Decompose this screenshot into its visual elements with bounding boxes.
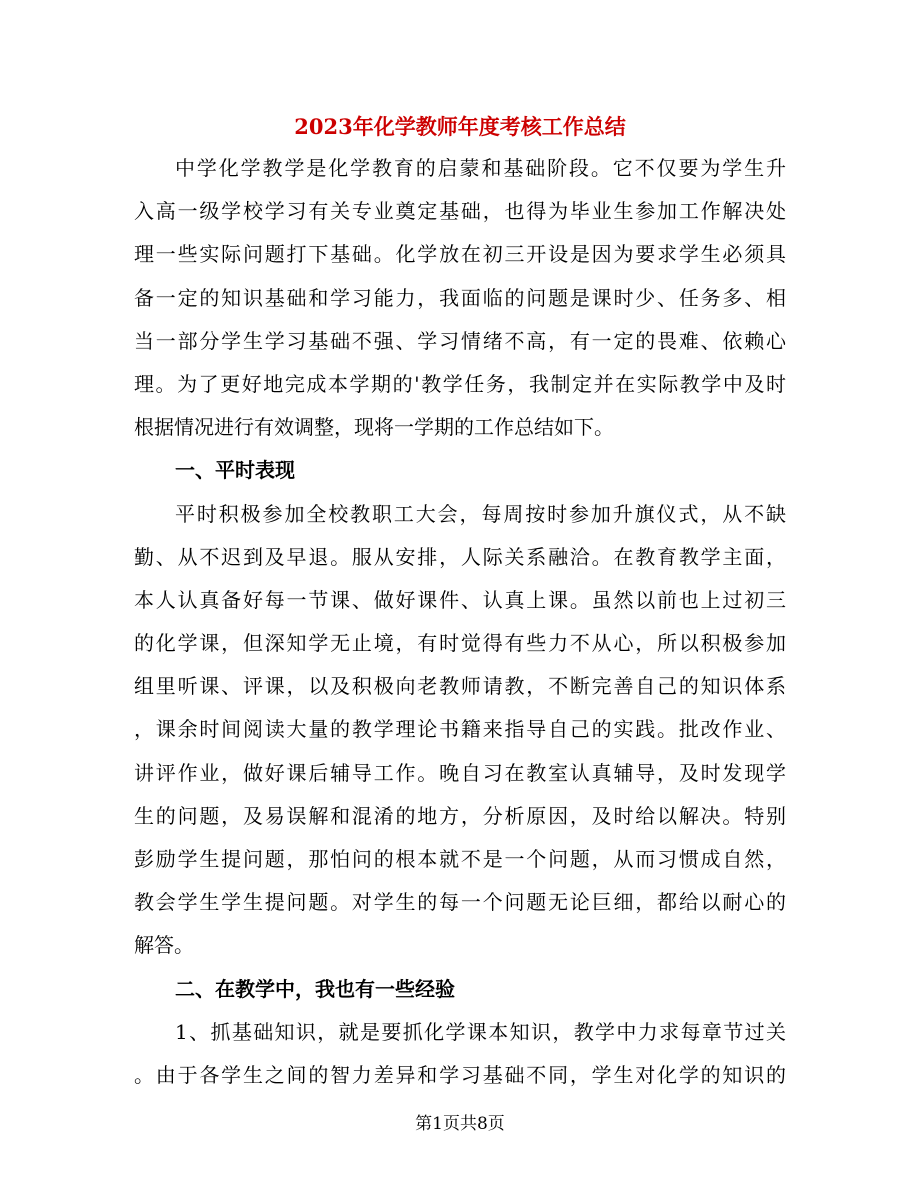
text-line: 生的问题，及易误解和混淆的地方，分析原因，及时给以解决。特别 xyxy=(134,803,786,828)
text-line: 中学化学教学是化学教育的启蒙和基础阶段。它不仅要为学生升 xyxy=(175,156,786,180)
page-footer: 第1页共8页 xyxy=(415,1114,505,1134)
text-line: 1、抓基础知识，就是要抓化学课本知识，教学中力求每章节过关 xyxy=(175,1019,786,1044)
text-line: 当一部分学生学习基础不强、学习情绪不高，有一定的畏难、依赖心 xyxy=(134,328,786,353)
text-line: 组里听课、评课，以及积极向老教师请教，不断完善自己的知识体系 xyxy=(134,674,786,699)
text-line: 根据情况进行有效调整，现将一学期的工作总结如下。 xyxy=(134,415,614,440)
text-line: 教会学生学生提问题。对学生的每一个问题无论巨细，都给以耐心的 xyxy=(134,890,786,915)
text-line: 理。为了更好地完成本学期的'教学任务，我制定并在实际教学中及时 xyxy=(134,371,786,396)
text-line: 彭励学生提问题，那怕问的根本就不是一个问题，从而习惯成自然， xyxy=(134,847,786,871)
section-heading: 二、在教学中，我也有一些经验 xyxy=(175,976,455,1001)
document-body xyxy=(134,147,786,1097)
text-line: 平时积极参加全校教职工大会，每周按时参加升旗仪式，从不缺 xyxy=(175,501,786,526)
text-line: 讲评作业，做好课后辅导工作。晚自习在教室认真辅导，及时发现学 xyxy=(134,760,786,785)
text-line: 入高一级学校学习有关专业奠定基础，也得为毕业生参加工作解决处 xyxy=(134,199,786,224)
text-line: ，课余时间阅读大量的教学理论书籍来指导自己的实践。批改作业、 xyxy=(134,717,786,742)
text-line: 勤、从不迟到及早退。服从安排，人际关系融洽。在教育教学主面， xyxy=(134,544,786,569)
text-line: 理一些实际问题打下基础。化学放在初三开设是因为要求学生必须具 xyxy=(134,242,786,267)
text-line: 解答。 xyxy=(134,933,194,958)
text-line: 的化学课，但深知学无止境，有时觉得有些力不从心，所以积极参加 xyxy=(134,631,786,656)
text-line: 。由于各学生之间的智力差异和学习基础不同，学生对化学的知识的 xyxy=(134,1062,786,1087)
text-line: 备一定的知识基础和学习能力，我面临的问题是课时少、任务多、相 xyxy=(134,285,786,310)
text-line: 本人认真备好每一节课、做好课件、认真上课。虽然以前也上过初三 xyxy=(134,587,786,612)
document-title: 2023年化学教师年度考核工作总结 xyxy=(294,114,626,139)
section-heading: 一、平时表现 xyxy=(175,458,295,483)
